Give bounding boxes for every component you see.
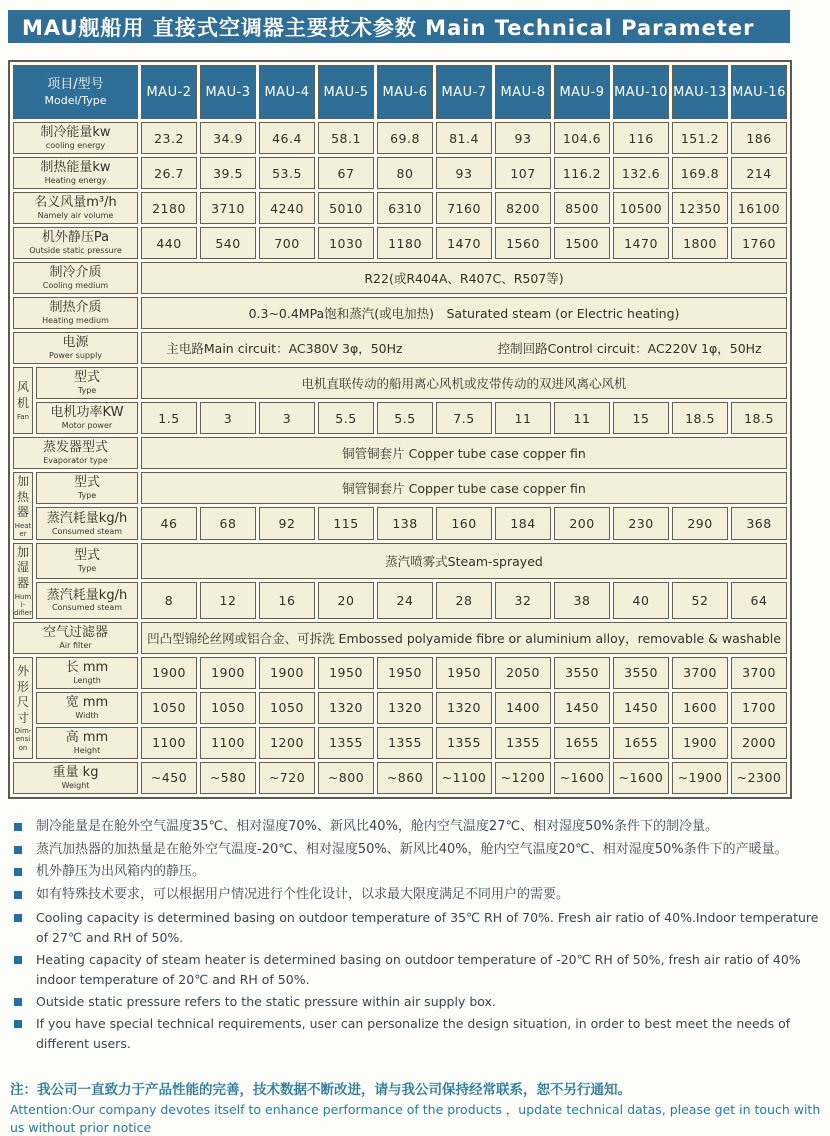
- value-cell: 1800: [672, 227, 728, 259]
- row-label-zh: 蒸发器型式: [42, 439, 108, 455]
- note-item: [10, 885, 826, 906]
- value-cell: 1500: [554, 227, 610, 259]
- note-item: [10, 817, 826, 838]
- row-label-en: Height: [73, 745, 101, 755]
- value-cell: 116: [613, 122, 669, 154]
- value-cell: 5.5: [377, 402, 433, 434]
- value-cell: 12: [200, 582, 256, 618]
- group-label-en: Fan: [16, 412, 30, 421]
- page-title: MAU舰船用 直接式空调器主要技术参数 Main Technical Parameter: [22, 15, 755, 40]
- row-label-zh: 高 mm: [65, 729, 109, 745]
- note-item: [10, 840, 826, 861]
- value-cell: 18.5: [672, 402, 728, 434]
- row-label-en: Cooling medium: [42, 280, 109, 290]
- value-cell: 23.2: [141, 122, 197, 154]
- value-cell: 1355: [436, 727, 492, 759]
- note-bullet-icon: [14, 956, 22, 964]
- value-cell: 1320: [436, 692, 492, 724]
- table-row: [13, 402, 787, 434]
- row-label-cell: [36, 582, 138, 618]
- row-label-cell: [13, 262, 138, 294]
- span-value-cell: 0.3~0.4MPa饱和蒸汽(或电加热) Saturated steam (or Electric heating): [141, 297, 787, 329]
- value-cell: 8200: [495, 192, 551, 224]
- table-row: [13, 367, 787, 399]
- value-cell: 8500: [554, 192, 610, 224]
- note-text: Heating capacity of steam heater is determined basing on outdoor temperature of -20℃ RH of 50%, fresh air ratio of 40% indoor temperature of 20℃ and RH of 50%.: [36, 951, 801, 987]
- span-value-cell: 电机直联传动的船用离心风机或皮带传动的双进风离心风机: [141, 367, 787, 399]
- row-label-cell: [13, 762, 138, 794]
- value-cell: 1700: [731, 692, 787, 724]
- row-label-cell: [36, 692, 138, 724]
- value-cell: 6310: [377, 192, 433, 224]
- row-label-cell: [36, 472, 138, 504]
- table-row: [13, 507, 787, 539]
- value-cell: 1900: [672, 727, 728, 759]
- row-label-cell: [36, 402, 138, 434]
- value-cell: 69.8: [377, 122, 433, 154]
- value-cell: 2050: [495, 657, 551, 689]
- note-bullet-icon: [14, 868, 22, 876]
- table-row: [13, 157, 787, 189]
- group-label-zh: 加湿器: [16, 544, 29, 591]
- row-label-en: Power supply: [48, 350, 103, 360]
- row-label-zh: 蒸汽耗量kg/h: [46, 510, 128, 526]
- spec-table-body: [13, 122, 787, 794]
- value-cell: 3710: [200, 192, 256, 224]
- table-row: [13, 622, 787, 654]
- value-cell: 1655: [554, 727, 610, 759]
- table-header-row: [13, 65, 787, 119]
- table-row: [13, 192, 787, 224]
- value-cell: 93: [436, 157, 492, 189]
- value-cell: 169.8: [672, 157, 728, 189]
- table-row: [13, 262, 787, 294]
- table-row: [13, 657, 787, 689]
- table-row: [13, 692, 787, 724]
- row-label-en: Type: [77, 491, 97, 501]
- note-bullet-icon: [14, 891, 22, 899]
- value-cell: 1900: [259, 657, 315, 689]
- value-cell: 1180: [377, 227, 433, 259]
- value-cell: 3: [200, 402, 256, 434]
- table-row: [13, 543, 787, 579]
- value-cell: 151.2: [672, 122, 728, 154]
- value-cell: 81.4: [436, 122, 492, 154]
- value-cell: ~860: [377, 762, 433, 794]
- group-label-en: Heater: [14, 521, 32, 538]
- notes-list: [10, 817, 826, 1054]
- value-cell: 67: [318, 157, 374, 189]
- value-cell: 11: [554, 402, 610, 434]
- value-cell: 107: [495, 157, 551, 189]
- value-cell: 1355: [318, 727, 374, 759]
- model-header-cell: MAU-5: [318, 65, 374, 119]
- note-text: If you have special technical requirements, user can personalize the design situation, in order to best meet the needs of different users.: [36, 1015, 791, 1051]
- table-row: [13, 727, 787, 759]
- group-label-zh: 风机: [16, 380, 29, 410]
- value-cell: 92: [259, 507, 315, 539]
- value-cell: 34.9: [200, 122, 256, 154]
- row-label-en: Heating energy: [44, 175, 107, 185]
- row-label-cell: [13, 157, 138, 189]
- value-cell: ~450: [141, 762, 197, 794]
- value-cell: 5.5: [318, 402, 374, 434]
- value-cell: 26.7: [141, 157, 197, 189]
- row-label-zh: 重量 kg: [52, 764, 99, 780]
- row-label-zh: 宽 mm: [65, 694, 109, 710]
- value-cell: 184: [495, 507, 551, 539]
- value-cell: 3550: [554, 657, 610, 689]
- row-label-cell: [13, 622, 138, 654]
- row-label-zh: 型式: [73, 369, 100, 385]
- value-cell: 32: [495, 582, 551, 618]
- model-type-header: [13, 65, 138, 119]
- value-cell: 214: [731, 157, 787, 189]
- group-label-en: Dim-ension: [14, 727, 32, 752]
- value-cell: ~580: [200, 762, 256, 794]
- value-cell: 39.5: [200, 157, 256, 189]
- row-label-zh: 电源: [62, 334, 89, 350]
- value-cell: 3700: [672, 657, 728, 689]
- value-cell: 53.5: [259, 157, 315, 189]
- note-text: Outside static pressure refers to the static pressure within air supply box.: [36, 993, 496, 1009]
- value-cell: 5010: [318, 192, 374, 224]
- value-cell: 1950: [377, 657, 433, 689]
- model-header-cell: MAU-3: [200, 65, 256, 119]
- value-cell: 200: [554, 507, 610, 539]
- value-cell: 440: [141, 227, 197, 259]
- value-cell: 1030: [318, 227, 374, 259]
- note-bullet-icon: [14, 823, 22, 831]
- row-label-en: Consumed steam: [51, 603, 123, 613]
- value-cell: 16100: [731, 192, 787, 224]
- model-header-cell: MAU-10: [613, 65, 669, 119]
- value-cell: 10500: [613, 192, 669, 224]
- value-cell: 290: [672, 507, 728, 539]
- span-value-cell: 铜管铜套片 Copper tube case copper fin: [141, 437, 787, 469]
- value-cell: 46.4: [259, 122, 315, 154]
- row-label-cell: [13, 192, 138, 224]
- value-cell: 1100: [200, 727, 256, 759]
- row-label-zh: 机外静压Pa: [41, 229, 110, 245]
- value-cell: 1.5: [141, 402, 197, 434]
- row-label-en: Air filter: [59, 640, 92, 650]
- value-cell: 540: [200, 227, 256, 259]
- value-cell: 1950: [318, 657, 374, 689]
- table-row: [13, 332, 787, 364]
- span-value-part: 控制回路Control circuit：AC220V 1φ，50Hz: [497, 341, 762, 356]
- value-cell: 1470: [436, 227, 492, 259]
- span-value-cell: [141, 332, 787, 364]
- value-cell: 104.6: [554, 122, 610, 154]
- span-value-cell: 铜管铜套片 Copper tube case copper fin: [141, 472, 787, 504]
- row-label-cell: [36, 367, 138, 399]
- group-label-zh: 加热器: [16, 474, 29, 520]
- model-header-cell: MAU-7: [436, 65, 492, 119]
- title-bar: [8, 10, 790, 43]
- row-label-zh: 长 mm: [65, 659, 109, 675]
- span-value-cell: 凹凸型锦纶丝网或铝合金、可拆洗 Embossed polyamide fibre or aluminium alloy，removable & washable: [141, 622, 787, 654]
- value-cell: 368: [731, 507, 787, 539]
- group-label-zh: 外形尺寸: [16, 664, 29, 725]
- value-cell: 230: [613, 507, 669, 539]
- value-cell: 80: [377, 157, 433, 189]
- value-cell: 15: [613, 402, 669, 434]
- span-value-part: 主电路Main circuit：AC380V 3φ，50Hz: [166, 341, 403, 356]
- value-cell: 1760: [731, 227, 787, 259]
- row-label-cell: [36, 657, 138, 689]
- row-label-cell: [36, 543, 138, 579]
- row-label-zh: 名义风量m³/h: [34, 194, 117, 210]
- group-label-en: Humi-difier: [14, 592, 32, 617]
- footer-note: [10, 1080, 826, 1136]
- value-cell: 2000: [731, 727, 787, 759]
- value-cell: 116.2: [554, 157, 610, 189]
- value-cell: 2180: [141, 192, 197, 224]
- row-label-cell: [13, 297, 138, 329]
- model-header-cell: MAU-6: [377, 65, 433, 119]
- table-row: [13, 437, 787, 469]
- group-cell: [13, 543, 33, 619]
- span-value-cell: 蒸汽喷雾式Steam-sprayed: [141, 543, 787, 579]
- row-label-en: Weight: [61, 780, 90, 790]
- row-label-zh: 蒸汽耗量kg/h: [46, 587, 128, 603]
- row-label-en: Type: [77, 563, 97, 573]
- row-label-cell: [13, 332, 138, 364]
- model-type-header-en: Model/Type: [44, 93, 107, 107]
- value-cell: 1200: [259, 727, 315, 759]
- span-value-cell: R22(或R404A、R407C、R507等): [141, 262, 787, 294]
- value-cell: 1655: [613, 727, 669, 759]
- value-cell: 1320: [318, 692, 374, 724]
- row-label-zh: 制热能量kw: [40, 159, 111, 175]
- note-item: [10, 908, 826, 948]
- value-cell: 1355: [495, 727, 551, 759]
- group-cell: [13, 367, 33, 434]
- value-cell: ~1100: [436, 762, 492, 794]
- row-label-zh: 制冷介质: [49, 264, 102, 280]
- value-cell: 1320: [377, 692, 433, 724]
- spec-table: [8, 60, 792, 799]
- note-item: [10, 950, 826, 990]
- row-label-cell: [13, 227, 138, 259]
- note-text: 蒸汽加热器的加热量是在舱外空气温度-20℃、相对湿度50%、新风比40%，舱内空气温度20℃、相对湿度50%条件下的产暖量。: [36, 841, 788, 857]
- value-cell: 93: [495, 122, 551, 154]
- value-cell: ~2300: [731, 762, 787, 794]
- group-cell: [13, 657, 33, 759]
- value-cell: 1050: [259, 692, 315, 724]
- row-label-zh: 电机功率KW: [50, 404, 124, 420]
- value-cell: 1050: [200, 692, 256, 724]
- value-cell: 1560: [495, 227, 551, 259]
- value-cell: 1950: [436, 657, 492, 689]
- value-cell: ~1600: [613, 762, 669, 794]
- note-bullet-icon: [14, 846, 22, 854]
- row-label-zh: 空气过滤器: [42, 624, 108, 640]
- row-label-zh: 制冷能量kw: [40, 124, 111, 140]
- value-cell: 16: [259, 582, 315, 618]
- value-cell: 1470: [613, 227, 669, 259]
- value-cell: 46: [141, 507, 197, 539]
- value-cell: 40: [613, 582, 669, 618]
- row-label-en: Namely air volume: [37, 210, 114, 220]
- value-cell: 160: [436, 507, 492, 539]
- model-header-cell: MAU-2: [141, 65, 197, 119]
- row-label-en: Heating medium: [42, 315, 109, 325]
- value-cell: 20: [318, 582, 374, 618]
- value-cell: 186: [731, 122, 787, 154]
- value-cell: 24: [377, 582, 433, 618]
- note-bullet-icon: [14, 1020, 22, 1028]
- row-label-en: Outside static pressure: [29, 245, 122, 255]
- row-label-en: Width: [75, 710, 99, 720]
- value-cell: ~1600: [554, 762, 610, 794]
- value-cell: 8: [141, 582, 197, 618]
- note-text: 制冷能量是在舱外空气温度35℃、相对湿度70%、新风比40%，舱内空气温度27℃、相对湿度50%条件下的制冷量。: [36, 818, 718, 834]
- group-cell: [13, 472, 33, 540]
- value-cell: 11: [495, 402, 551, 434]
- note-text: Cooling capacity is determined basing on outdoor temperature of 35℃ RH of 70%. Fresh air ratio of 40%.Indoor temperature of 27℃ and RH of 50%.: [36, 909, 819, 945]
- note-item: [10, 1014, 826, 1054]
- value-cell: 58.1: [318, 122, 374, 154]
- value-cell: 12350: [672, 192, 728, 224]
- value-cell: 132.6: [613, 157, 669, 189]
- table-row: [13, 297, 787, 329]
- value-cell: 138: [377, 507, 433, 539]
- value-cell: 1450: [554, 692, 610, 724]
- row-label-en: Evaporator type: [43, 455, 108, 465]
- value-cell: 52: [672, 582, 728, 618]
- value-cell: 1400: [495, 692, 551, 724]
- value-cell: 1355: [377, 727, 433, 759]
- row-label-zh: 型式: [73, 475, 100, 491]
- note-bullet-icon: [14, 998, 22, 1006]
- value-cell: 3700: [731, 657, 787, 689]
- row-label-zh: 型式: [73, 548, 100, 564]
- value-cell: 68: [200, 507, 256, 539]
- row-label-cell: [36, 507, 138, 539]
- value-cell: 3550: [613, 657, 669, 689]
- value-cell: ~1900: [672, 762, 728, 794]
- table-row: [13, 762, 787, 794]
- value-cell: 3: [259, 402, 315, 434]
- model-header-cell: MAU-9: [554, 65, 610, 119]
- value-cell: 7160: [436, 192, 492, 224]
- value-cell: 7.5: [436, 402, 492, 434]
- value-cell: ~800: [318, 762, 374, 794]
- row-label-en: Consumed steam: [51, 526, 123, 536]
- row-label-cell: [36, 727, 138, 759]
- value-cell: 4240: [259, 192, 315, 224]
- value-cell: ~720: [259, 762, 315, 794]
- value-cell: ~1200: [495, 762, 551, 794]
- footer-note-en: Attention:Our company devotes itself to enhance performance of the products ，update technical datas, please get in touch with us without prior notice: [10, 1102, 821, 1135]
- value-cell: 1050: [141, 692, 197, 724]
- row-label-en: Length: [73, 675, 101, 685]
- row-label-cell: [13, 122, 138, 154]
- note-text: 如有特殊技术要求，可以根据用户情况进行个性化设计，以求最大限度满足不同用户的需要。: [36, 887, 570, 903]
- note-item: [10, 992, 826, 1012]
- value-cell: 1100: [141, 727, 197, 759]
- note-bullet-icon: [14, 914, 22, 922]
- value-cell: 700: [259, 227, 315, 259]
- model-header-cell: MAU-8: [495, 65, 551, 119]
- table-row: [13, 582, 787, 618]
- model-header-cell: MAU-4: [259, 65, 315, 119]
- model-header-cell: MAU-16: [731, 65, 787, 119]
- note-item: [10, 862, 826, 883]
- note-text: 机外静压为出风箱内的静压。: [36, 864, 206, 880]
- model-type-header-zh: 项目/型号: [47, 76, 104, 92]
- value-cell: 1600: [672, 692, 728, 724]
- footer-note-zh: 注：我公司一直致力于产品性能的完善，技术数据不断改进，请与我公司保持经常联系，恕不另行通知。: [10, 1081, 631, 1098]
- value-cell: 115: [318, 507, 374, 539]
- row-label-en: cooling energy: [45, 140, 106, 150]
- value-cell: 1900: [200, 657, 256, 689]
- table-row: [13, 122, 787, 154]
- row-label-en: Motor power: [61, 420, 113, 430]
- value-cell: 28: [436, 582, 492, 618]
- row-label-en: Type: [77, 385, 97, 395]
- value-cell: 38: [554, 582, 610, 618]
- span-value-parts: [142, 339, 786, 357]
- table-row: [13, 472, 787, 504]
- value-cell: 1450: [613, 692, 669, 724]
- value-cell: 1900: [141, 657, 197, 689]
- table-row: [13, 227, 787, 259]
- value-cell: 64: [731, 582, 787, 618]
- value-cell: 18.5: [731, 402, 787, 434]
- row-label-cell: [13, 437, 138, 469]
- model-header-cell: MAU-13: [672, 65, 728, 119]
- row-label-zh: 制热介质: [49, 299, 102, 315]
